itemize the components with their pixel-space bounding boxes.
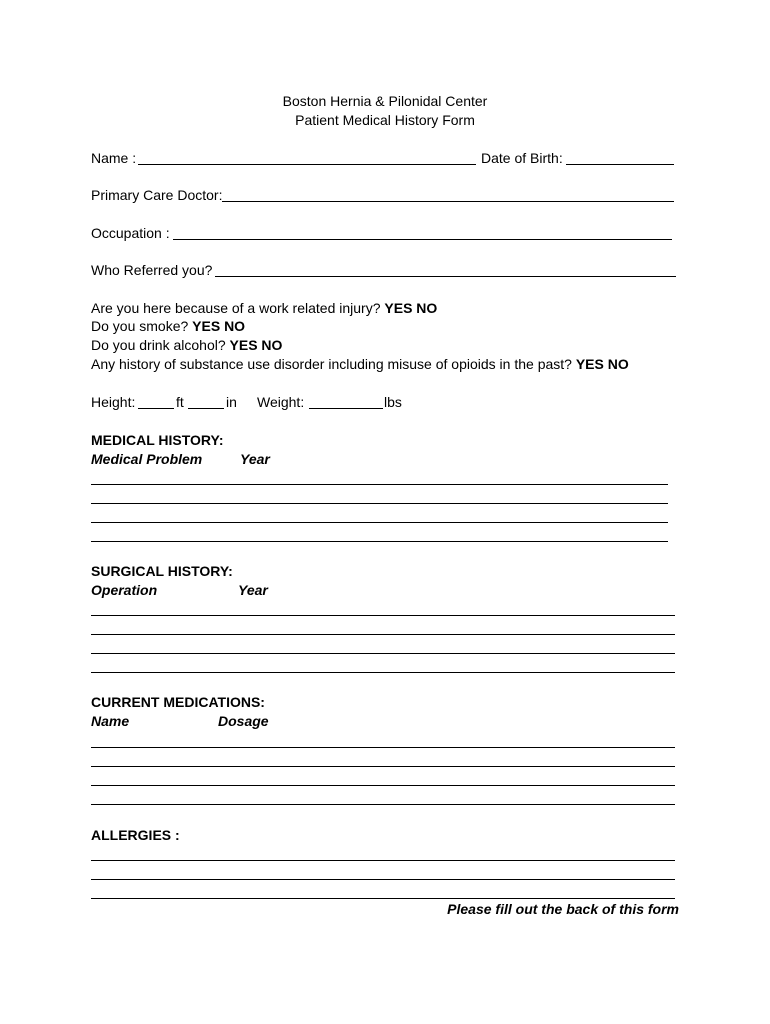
pcp-field[interactable] (222, 201, 674, 202)
operation-column: Operation (91, 582, 158, 598)
yes-no-options[interactable]: YES NO (229, 337, 283, 353)
name-label: Name : (91, 150, 137, 166)
height-in-field[interactable] (188, 408, 224, 409)
referred-field[interactable] (215, 276, 676, 277)
yes-no-options[interactable]: YES NO (575, 356, 629, 372)
height-ft-field[interactable] (138, 408, 174, 409)
question-work-injury (91, 299, 437, 317)
medication-name-column: Name (91, 713, 130, 729)
question-substance (91, 355, 629, 373)
question-text: Are you here because of a work related injury? (91, 300, 381, 316)
ft-unit: ft (176, 394, 184, 410)
surgical-history-line[interactable] (91, 653, 675, 654)
back-of-form-note: Please fill out the back of this form (447, 901, 679, 917)
form-title: Patient Medical History Form (295, 112, 475, 128)
medical-history-line[interactable] (91, 522, 668, 523)
medical-problem-column: Medical Problem (91, 451, 203, 467)
medical-year-column: Year (240, 451, 270, 467)
dosage-column: Dosage (218, 713, 269, 729)
medications-line[interactable] (91, 747, 675, 748)
medications-line[interactable] (91, 804, 675, 805)
medications-heading: CURRENT MEDICATIONS: (91, 694, 265, 710)
yes-no-options[interactable]: YES NO (384, 300, 438, 316)
name-field[interactable] (138, 164, 476, 165)
medications-line[interactable] (91, 766, 675, 767)
surgical-history-line[interactable] (91, 672, 675, 673)
height-label: Height: (91, 394, 136, 410)
question-text: Do you smoke? (91, 318, 189, 334)
medical-history-line[interactable] (91, 541, 668, 542)
weight-field[interactable] (309, 408, 383, 409)
allergies-line[interactable] (91, 898, 675, 899)
in-unit: in (226, 394, 237, 410)
surgical-history-line[interactable] (91, 634, 675, 635)
medical-history-heading: MEDICAL HISTORY: (91, 432, 224, 448)
occupation-label: Occupation : (91, 225, 170, 241)
lbs-unit: lbs (384, 394, 402, 410)
occupation-field[interactable] (173, 239, 672, 240)
question-smoke (91, 317, 245, 335)
allergies-heading: ALLERGIES : (91, 827, 180, 843)
surgical-year-column: Year (238, 582, 268, 598)
dob-field[interactable] (566, 164, 674, 165)
surgical-history-heading: SURGICAL HISTORY: (91, 563, 233, 579)
allergies-line[interactable] (91, 860, 675, 861)
question-text: Do you drink alcohol? (91, 337, 226, 353)
medications-line[interactable] (91, 785, 675, 786)
org-name: Boston Hernia & Pilonidal Center (282, 93, 488, 109)
weight-label: Weight: (257, 394, 305, 410)
allergies-line[interactable] (91, 879, 675, 880)
surgical-history-line[interactable] (91, 615, 675, 616)
referred-label: Who Referred you? (91, 262, 213, 278)
dob-label: Date of Birth: (481, 150, 563, 166)
medical-history-line[interactable] (91, 503, 668, 504)
question-alcohol (91, 336, 282, 354)
medical-history-line[interactable] (91, 484, 668, 485)
pcp-label: Primary Care Doctor: (91, 187, 223, 203)
question-text: Any history of substance use disorder including misuse of opioids in the past? (91, 356, 572, 372)
yes-no-options[interactable]: YES NO (192, 318, 246, 334)
